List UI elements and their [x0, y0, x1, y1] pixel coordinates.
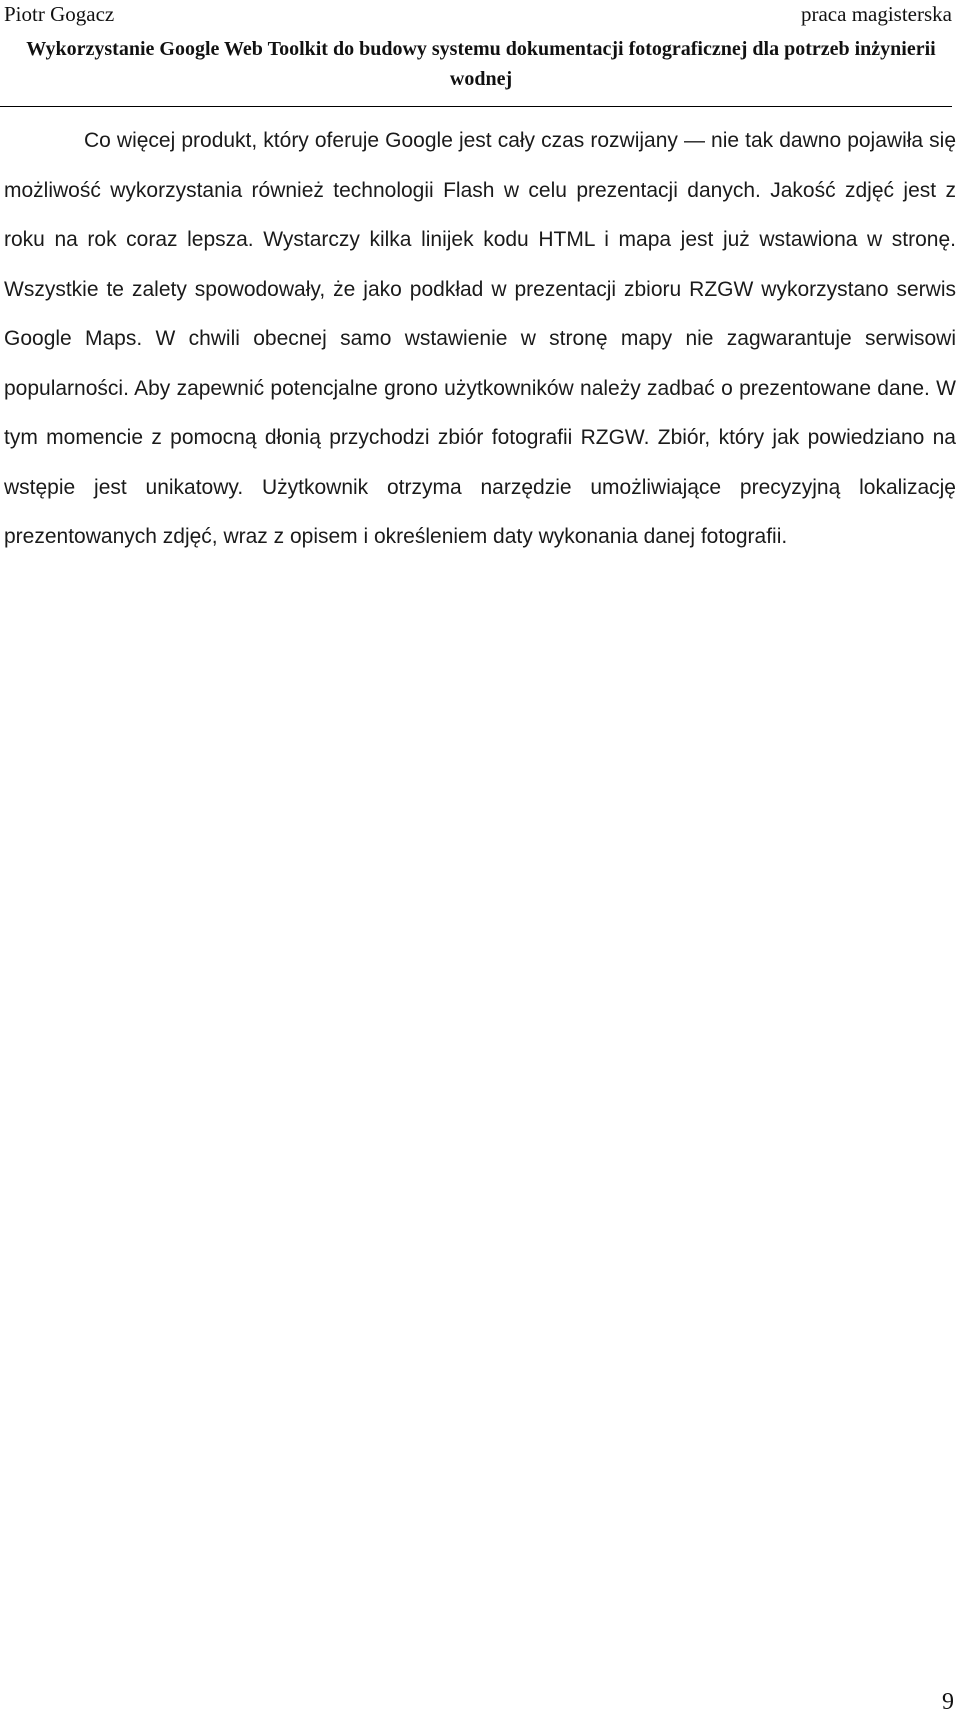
main-content — [4, 116, 956, 562]
header-author: Piotr Gogacz — [4, 2, 115, 26]
header-document-type: praca magisterska — [800, 2, 952, 26]
page-header — [0, 0, 952, 107]
header-row — [4, 0, 952, 30]
body-paragraph: Co więcej produkt, który oferuje Google jest cały czas rozwijany — nie tak dawno pojawiła się możliwość wykorzystania również technologii Flash w celu prezentacji danych. Jakość zdjęć jest z roku na rok coraz lepsza. Wystarczy kilka linijek kodu HTML i mapa jest już wstawiona w stronę. Wszystkie te zalety spowodowały, że jako podkład w prezentacji zbioru RZGW wykorzystano serwis Google Maps. W chwili obecnej samo wstawienie w stronę mapy nie zagwarantuje serwisowi popularności. Aby zapewnić potencjalne grono użytkowników należy zadbać o prezentowane dane. W tym momencie z pomocną dłonią przychodzi zbiór fotografii RZGW. Zbiór, który jak powiedziano na wstępie jest unikatowy. Użytkownik otrzyma narzędzie umożliwiające precyzyjną lokalizację prezentowanych zdjęć, wraz z opisem i określeniem daty wykonania danej fotografii. — [4, 129, 956, 548]
page-number: 9 — [942, 1689, 954, 1715]
header-thesis-title: Wykorzystanie Google Web Toolkit do budowy systemu dokumentacji fotograficznej dla potrzeb inżynierii wodnej — [26, 38, 936, 90]
